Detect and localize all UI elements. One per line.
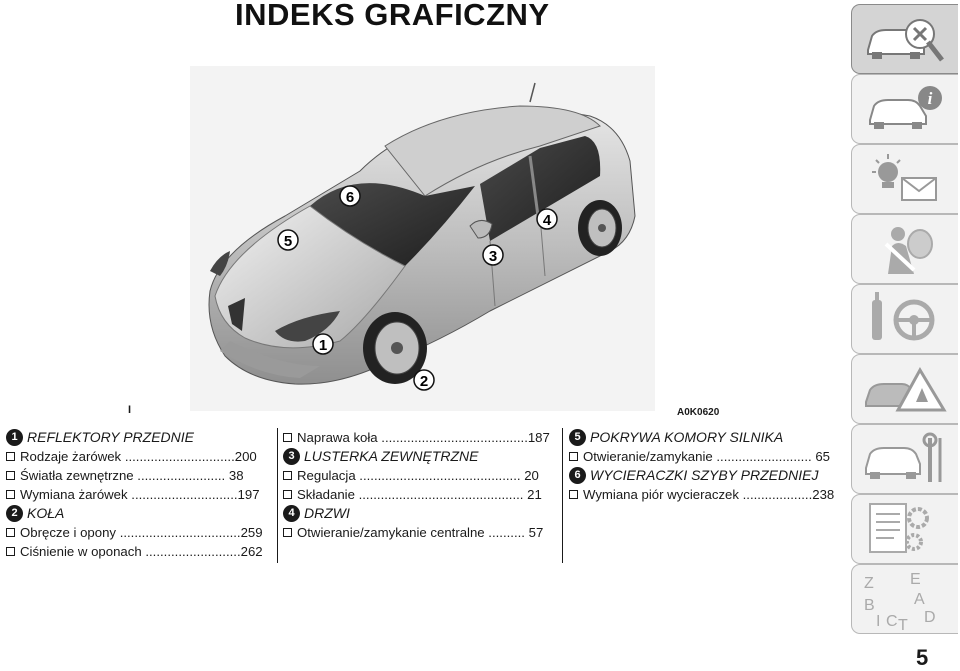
entry-text: Ciśnienie w oponach ..........................262 [20,544,263,559]
index-entry[interactable] [283,466,553,485]
entry-text: Rodzaje żarówek ..............................200 [20,449,257,464]
section-number: 2 [6,505,23,522]
svg-text:2: 2 [419,373,429,390]
index-entry[interactable] [6,447,268,466]
checkbox-bullet-icon [569,490,578,499]
checkbox-bullet-icon [6,452,15,461]
svg-text:A: A [914,591,925,608]
index-entry[interactable] [6,485,268,504]
tab-warning-lights[interactable] [851,144,958,214]
index-column-1 [6,428,268,561]
callout-4 [537,209,557,229]
svg-text:I: I [876,613,881,630]
car-wrench-icon [858,8,952,70]
svg-text:6: 6 [345,189,355,206]
checkbox-bullet-icon [6,547,15,556]
car-maintenance-tools-icon [858,428,952,490]
checkbox-bullet-icon [283,433,292,442]
entry-text: Wymiana żarówek .............................197 [20,487,260,502]
svg-text:1: 1 [318,337,328,354]
checkbox-bullet-icon [6,471,15,480]
section-title: KOŁA [27,505,65,521]
checkbox-bullet-icon [283,471,292,480]
index-column-2 [283,428,553,542]
index-entry[interactable] [6,466,268,485]
section-title: POKRYWA KOMORY SILNIKA [590,429,784,445]
column-divider [277,428,278,563]
checkbox-bullet-icon [283,490,292,499]
svg-text:D: D [924,609,936,626]
section-wipers [569,466,844,485]
section-number: 6 [569,467,586,484]
checkbox-bullet-icon [283,528,292,537]
callout-6 [340,186,360,206]
technical-data-list-gears-icon [858,498,952,560]
svg-text:4: 4 [542,212,552,229]
car-crash-warning-icon [858,358,952,420]
key-steering-wheel-icon [858,288,952,350]
callout-2 [414,370,434,390]
entry-text: Otwieranie/zamykanie centralne .......... 57 [297,525,544,540]
entry-text: Składanie ............................................. 21 [297,487,542,502]
section-headlights [6,428,268,447]
entry-text: Obręcze i opony .................................259 [20,525,263,540]
entry-text: Wymiana piór wycieraczek ...................238 [583,487,835,502]
tab-getting-to-know[interactable] [851,74,958,144]
tab-technical-data[interactable] [851,494,958,564]
section-title: LUSTERKA ZEWNĘTRZNE [304,448,479,464]
section-title: DRZWI [304,505,350,521]
section-number: 1 [6,429,23,446]
tab-emergency[interactable] [851,354,958,424]
page-number: 5 [916,645,929,670]
airbag-seatbelt-icon [858,218,952,280]
checkbox-bullet-icon [569,452,578,461]
callout-1 [313,334,333,354]
callout-5 [278,230,298,250]
svg-text:Z: Z [864,575,874,592]
svg-text:i: i [927,89,933,108]
index-entry[interactable] [6,542,268,561]
entry-text: Naprawa koła ........................................187 [297,430,550,445]
index-entry[interactable] [283,485,553,504]
index-entry[interactable] [569,447,844,466]
entry-text: Światła zewnętrzne ........................ 38 [20,468,244,483]
index-entry[interactable] [6,523,268,542]
checkbox-bullet-icon [6,490,15,499]
entry-text: Otwieranie/zamykanie .......................... 65 [583,449,830,464]
tab-starting-driving[interactable] [851,284,958,354]
section-number: 3 [283,448,300,465]
car-info-icon [858,78,952,140]
page-title: INDEKS GRAFICZNY [235,0,550,32]
index-column-3 [569,428,844,504]
svg-text:C: C [886,613,898,630]
svg-text:B: B [864,597,875,614]
entry-text: Regulacja ............................................ 20 [297,468,539,483]
car-illustration [190,66,655,411]
section-doors [283,504,553,523]
checkbox-bullet-icon [6,528,15,537]
svg-text:3: 3 [488,248,498,265]
section-wheels [6,504,268,523]
svg-text:5: 5 [283,233,293,250]
index-entry[interactable] [283,523,553,542]
column-divider [562,428,563,563]
section-number: 5 [569,429,586,446]
section-title: WYCIERACZKI SZYBY PRZEDNIEJ [590,467,819,483]
tab-graphic-index[interactable] [851,4,958,74]
section-engine-hood [569,428,844,447]
index-entry[interactable] [569,485,844,504]
callout-3 [483,245,503,265]
warning-lights-message-icon [858,148,952,210]
svg-text:T: T [898,617,908,630]
tab-alphabetical-index[interactable] [851,564,958,634]
index-entry[interactable] [283,428,553,447]
figure-code: A0K0620 [677,407,720,418]
figure-left-mark: I [128,404,132,416]
tab-safety[interactable] [851,214,958,284]
tab-maintenance[interactable] [851,424,958,494]
section-title: REFLEKTORY PRZEDNIE [27,429,195,445]
section-mirrors [283,447,553,466]
alphabetical-letters-icon [858,568,952,630]
section-number: 4 [283,505,300,522]
svg-text:E: E [910,571,921,588]
